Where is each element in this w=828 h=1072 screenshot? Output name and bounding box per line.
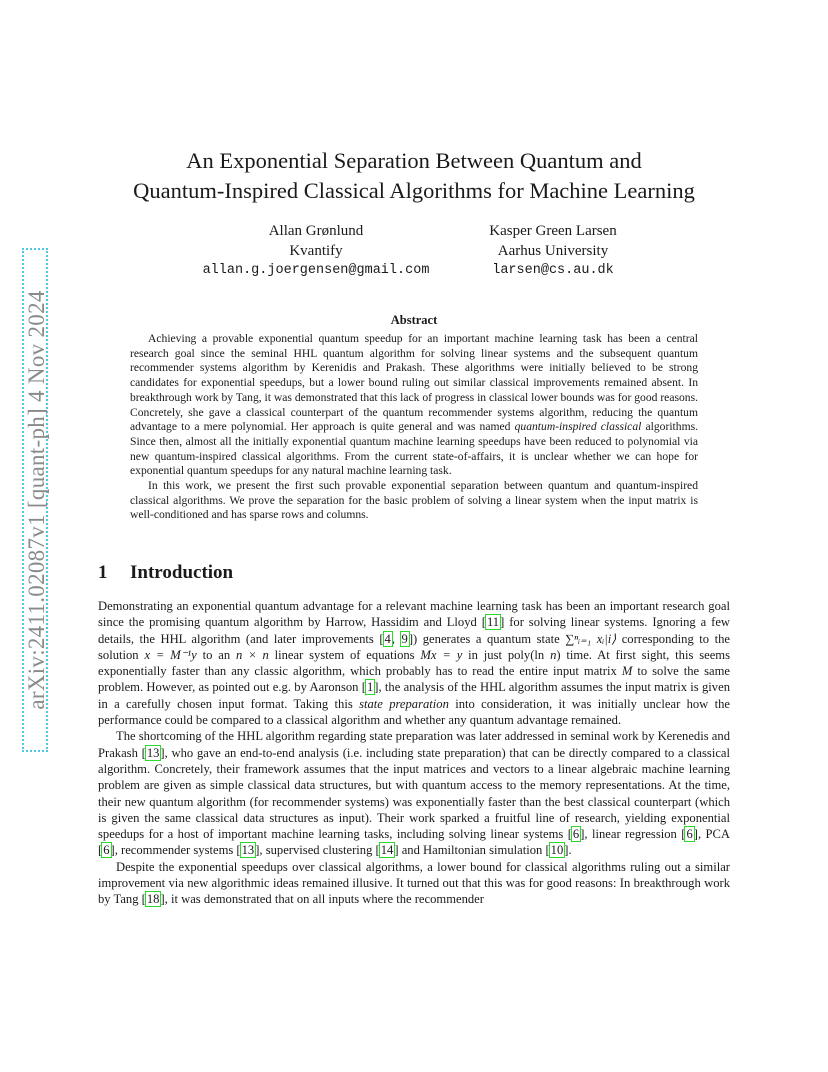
abstract-paragraph-1: Achieving a provable exponential quantum speedup for an important machine learning task has been a central research goal since the seminal HHL quantum algorithm for solving linear systems and the subsequent quantum recommender systems algorithm by Kerenidis and Prakash. These algorithms were initially believed to be strong candidates for exponential speedups, but a lower bound ruling out similar classical improvements remained absent. In breakthrough work by Tang, it was demonstrated that this lack of progress in classical lower bounds was for good reasons. Concretely, she gave a classical counterpart of the quantum recommender systems algorithm, reducing the quantum advantage to a mere polynomial. Her approach is quite general and was named quantum-inspired classical algorithms. Since then, almost all the initially exponential quantum machine learning speedups have been reduced to polynomial via new quantum-inspired classical algorithms. From the current state-of-affairs, it is unclear whether we can hope for exponential quantum speedups for any natural machine learning task. [130, 332, 699, 478]
arxiv-identifier: arXiv:2411.02087v1 [quant-ph] 4 Nov 2024 [24, 290, 49, 710]
author-block-2 [438, 222, 668, 281]
citation-link[interactable]: 6 [103, 843, 110, 858]
math-solution: x = M⁻¹y [144, 647, 197, 662]
introduction-body [98, 598, 730, 908]
citation-link[interactable]: 18 [146, 892, 160, 907]
citation-link[interactable]: 9 [401, 631, 408, 646]
author-block-1 [196, 222, 436, 281]
section-title: Introduction [130, 562, 234, 583]
intro-paragraph-3: Despite the exponential speedups over classical algorithms, a lower bound for classical algorithms ruling out a similar improvement via new algorithmic ideas remained illusive. It turned out that this was for good reasons: In breakthrough work by Tang [18], it was demonstrated that on all inputs where the recommender [98, 859, 730, 907]
math-sum-state: ∑ⁿᵢ₌₁ xᵢ|i⟩ [565, 631, 617, 646]
citation-link[interactable]: 14 [380, 843, 394, 858]
author-affiliation: Kvantify [289, 242, 343, 259]
paper-title [100, 146, 728, 206]
math-system: Mx = y [420, 647, 463, 662]
title-line-2: Quantum-Inspired Classical Algorithms for Machine Learning [133, 178, 695, 203]
section-number: 1 [98, 562, 108, 583]
citation-link[interactable]: 4 [384, 631, 391, 646]
citation-link[interactable]: 13 [146, 745, 160, 760]
section-heading [98, 562, 233, 584]
math-dimension: n × n [235, 647, 269, 662]
title-line-1: An Exponential Separation Between Quantum and [186, 148, 642, 173]
author-name: Allan Grønlund [268, 223, 364, 239]
citation-link[interactable]: 6 [572, 827, 580, 842]
intro-paragraph-1: Demonstrating an exponential quantum advantage for a relevant machine learning task has been an important research goal since the promising quantum algorithm by Harrow, Hassidim and Lloyd [11] for solving linear systems. Ignoring a few details, the HHL algorithm (and later improvements [4, 9]) generates a quantum state ∑ⁿᵢ₌₁ xᵢ|i⟩ corresponding to the solution x = M⁻¹y to an n × n linear system of equations Mx = y in just poly(ln n) time. At first sight, this seems exponentially faster than any classic algorithm, which probably has to read the entire input matrix M to solve the same problem. However, as pointed out e.g. by Aaronson [1], the analysis of the HHL algorithm assumes the input matrix is given in a carefully chosen input format. Taking this state preparation into consideration, it was initially unclear how the performance could be compared to a classical algorithm and whether any quantum advantage remained. [98, 599, 731, 728]
citation-link[interactable]: 1 [366, 680, 374, 695]
abstract-heading: Abstract [390, 313, 438, 327]
citation-link[interactable]: 6 [686, 827, 693, 842]
citation-link[interactable]: 11 [486, 615, 500, 630]
citation-link[interactable]: 10 [550, 843, 564, 858]
author-email: allan.g.joergensen@gmail.com [202, 263, 430, 278]
author-email: larsen@cs.au.dk [492, 263, 614, 278]
intro-paragraph-2: The shortcoming of the HHL algorithm regarding state preparation was later addressed in seminal work by Kerenedis and Prakash [13], who gave an end-to-end analysis (i.e. including state preparation) that can be directly compared to a classical algorithm. Concretely, their framework assumes that the input matrices and vectors to a linear algebraic machine learning problem are given as simple classical data structures, but with quantum access to the memory representations. At the time, their new quantum algorithm (for recommender systems) was exponentially faster than the best classical counterpart (which is given the same classical data structures as input). Their work sparked a fruitful line of research, yielding exponential speedups for a host of important machine learning tasks, including solving linear systems [6], linear regression [6], PCA [6], recommender systems [13], supervised clustering [14] and Hamiltonian simulation [10]. [98, 729, 731, 858]
author-affiliation: Aarhus University [497, 242, 609, 259]
abstract-paragraph-2: In this work, we present the first such provable exponential separation between quantum and quantum-inspired classical algorithms. We prove the separation for the basic problem of solving a linear system when the input matrix is well-conditioned and has sparse rows and columns. [130, 479, 698, 522]
citation-link[interactable]: 13 [241, 843, 255, 858]
abstract-body [130, 332, 698, 523]
author-name: Kasper Green Larsen [489, 223, 617, 239]
